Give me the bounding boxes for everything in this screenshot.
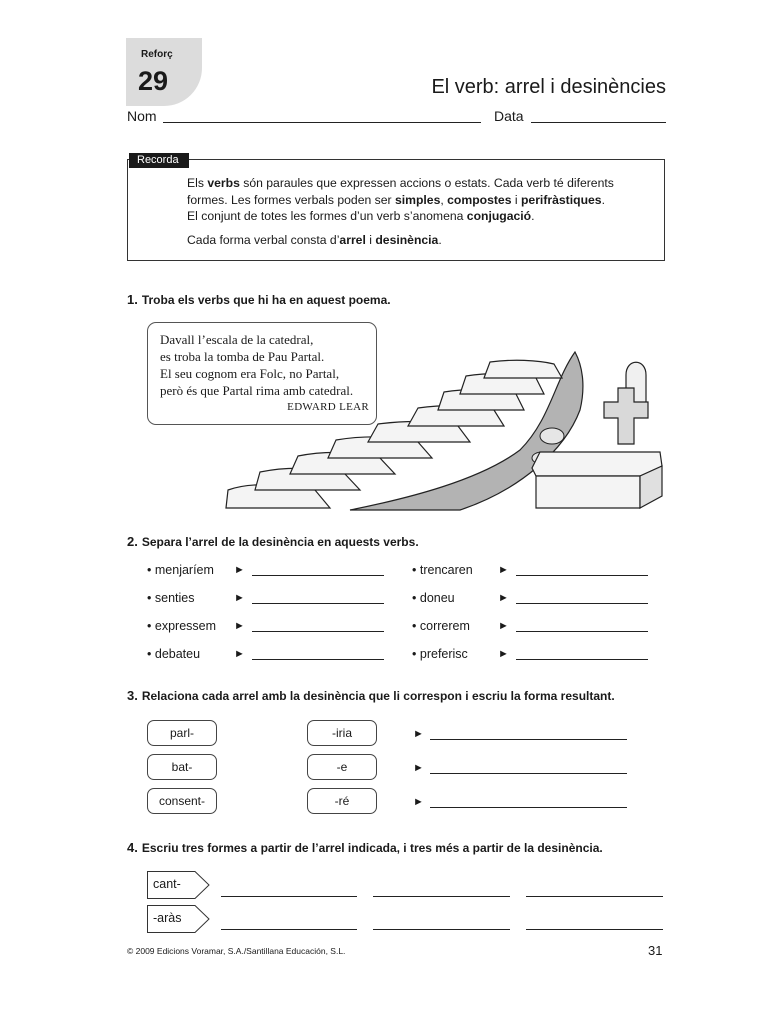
page-title: El verb: arrel i desinències bbox=[431, 76, 666, 98]
arrow-icon: ► bbox=[234, 620, 245, 632]
recorda-line-2: formes. Les formes verbals poden ser simples, compostes i perifràstiques. bbox=[187, 192, 605, 207]
page-number: 31 bbox=[648, 943, 663, 958]
arrow-icon: ► bbox=[234, 648, 245, 660]
tomb-base bbox=[536, 476, 640, 508]
exercise-2-heading: 2. Separa l’arrel de la desinència en aquests verbs. bbox=[127, 534, 419, 549]
answer-line[interactable] bbox=[430, 773, 627, 774]
arrow-icon: ► bbox=[413, 796, 424, 808]
answer-line[interactable] bbox=[221, 929, 357, 930]
verb-item: • expressem bbox=[147, 619, 217, 633]
step bbox=[484, 360, 562, 378]
worksheet-number: 29 bbox=[138, 66, 169, 96]
verb-item: • trencaren bbox=[412, 563, 473, 577]
answer-line[interactable] bbox=[516, 603, 648, 604]
poem-author: EDWARD LEAR bbox=[287, 401, 369, 413]
staircase-illustration bbox=[220, 340, 670, 515]
answer-line[interactable] bbox=[430, 739, 627, 740]
poem-line: Davall l’escala de la catedral, bbox=[160, 332, 314, 347]
answer-line[interactable] bbox=[516, 575, 648, 576]
tomb-slab bbox=[532, 452, 662, 476]
exercise-3-heading: 3. Relaciona cada arrel amb la desinència que li correspon i escriu la forma resultant. bbox=[127, 688, 615, 703]
recorda-line-1: Els verbs són paraules que expressen accions o estats. Cada verb té diferents bbox=[187, 176, 614, 190]
answer-line[interactable] bbox=[526, 929, 663, 930]
arrow-icon: ► bbox=[498, 648, 509, 660]
arrow-icon: ► bbox=[498, 620, 509, 632]
ending-tag-label: -aràs bbox=[153, 911, 182, 925]
answer-line[interactable] bbox=[516, 659, 648, 660]
copyright-text: © 2009 Edicions Voramar, S.A./Santillana Educación, S.L. bbox=[127, 946, 346, 956]
answer-line[interactable] bbox=[526, 896, 663, 897]
answer-line[interactable] bbox=[373, 896, 510, 897]
verb-item: • debateu bbox=[147, 647, 201, 661]
ending-pill[interactable]: -iria bbox=[307, 720, 377, 746]
recorda-tag: Recorda bbox=[129, 153, 189, 168]
answer-line[interactable] bbox=[373, 929, 510, 930]
name-field[interactable] bbox=[163, 122, 481, 123]
arrow-icon: ► bbox=[234, 592, 245, 604]
arrow-icon: ► bbox=[413, 762, 424, 774]
verb-item: • preferisc bbox=[412, 647, 468, 661]
name-label: Nom bbox=[127, 108, 157, 124]
exercise-1-heading: 1. Troba els verbs que hi ha en aquest poema. bbox=[127, 292, 391, 307]
date-label: Data bbox=[494, 108, 524, 124]
poem-line: El seu cognom era Folc, no Partal, bbox=[160, 366, 340, 381]
arrow-icon: ► bbox=[413, 728, 424, 740]
poem-line: es troba la tomba de Pau Partal. bbox=[160, 349, 325, 364]
verb-item: • senties bbox=[147, 591, 195, 605]
arrow-icon: ► bbox=[498, 564, 509, 576]
answer-line[interactable] bbox=[516, 631, 648, 632]
arrow-icon: ► bbox=[234, 564, 245, 576]
recorda-line-4: Cada forma verbal consta d’arrel i desinència. bbox=[187, 232, 442, 247]
date-field[interactable] bbox=[531, 122, 666, 123]
ending-pill[interactable]: -e bbox=[307, 754, 377, 780]
verb-item: • correrem bbox=[412, 619, 470, 633]
answer-line[interactable] bbox=[252, 659, 384, 660]
answer-line[interactable] bbox=[252, 575, 384, 576]
answer-line[interactable] bbox=[252, 631, 384, 632]
recorda-line-3: El conjunt de totes les formes d’un verb s’anomena conjugació. bbox=[187, 209, 535, 223]
ending-pill[interactable]: -ré bbox=[307, 788, 377, 814]
poem-line: però és que Partal rima amb catedral. bbox=[160, 383, 354, 398]
root-pill[interactable]: parl- bbox=[147, 720, 217, 746]
section-label: Reforç bbox=[141, 49, 173, 60]
answer-line[interactable] bbox=[221, 896, 357, 897]
answer-line[interactable] bbox=[430, 807, 627, 808]
stone bbox=[540, 428, 564, 444]
answer-line[interactable] bbox=[252, 603, 384, 604]
verb-item: • doneu bbox=[412, 591, 455, 605]
arrow-icon: ► bbox=[498, 592, 509, 604]
root-pill[interactable]: consent- bbox=[147, 788, 217, 814]
recorda-text bbox=[187, 175, 657, 248]
verb-item: • menjaríem bbox=[147, 563, 214, 577]
exercise-4-heading: 4. Escriu tres formes a partir de l’arrel indicada, i tres més a partir de la desinència. bbox=[127, 840, 603, 855]
root-tag-label: cant- bbox=[153, 877, 181, 891]
root-pill[interactable]: bat- bbox=[147, 754, 217, 780]
